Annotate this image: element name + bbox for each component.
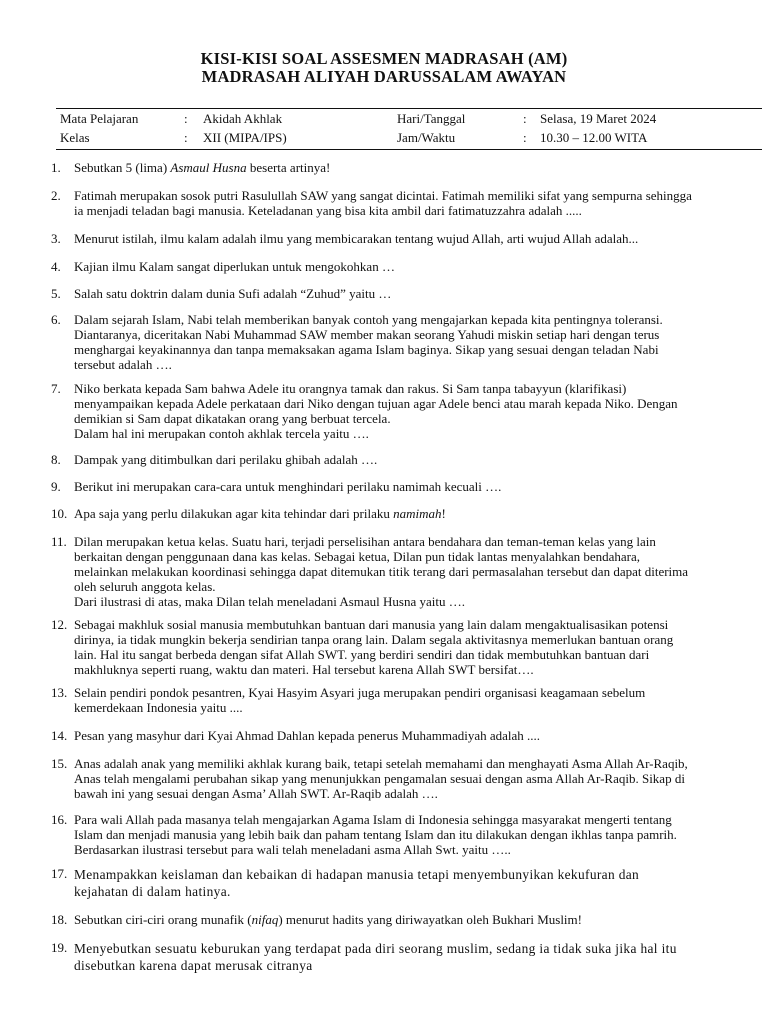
question-item bbox=[51, 312, 761, 372]
question-item bbox=[51, 912, 761, 927]
question-item bbox=[51, 479, 761, 494]
question-text bbox=[74, 259, 761, 274]
question-text bbox=[74, 188, 761, 218]
question-number: 19. bbox=[51, 940, 68, 955]
question-number: 10. bbox=[51, 506, 68, 521]
colon: : bbox=[523, 130, 527, 145]
question-line: tersebut adalah …. bbox=[74, 357, 172, 372]
question-line: Salah satu doktrin dalam dunia Sufi adalah “Zuhud” yaitu … bbox=[74, 286, 392, 301]
question-number: 8. bbox=[51, 452, 61, 467]
info-row-class bbox=[60, 128, 760, 147]
question-line: Niko berkata kepada Sam bahwa Adele itu orangnya tamak dan rakus. Si Sam tanpa tabayyun (klarifikasi) bbox=[74, 381, 627, 396]
time-label: Jam/Waktu bbox=[397, 130, 456, 145]
question-line: dirinya, ia tidak mungkin bekerja sendirian tanpa orang lain. Dalam segala aktivitasnya memerlukan bantuan orang bbox=[74, 632, 674, 647]
question-item bbox=[51, 728, 761, 743]
question-item bbox=[51, 259, 761, 274]
question-text bbox=[74, 381, 761, 441]
question-line: berkaitan dengan penggunaan dana kas kelas. Sebagai ketua, Dilan pun tidak lantas menyalahkan bendahara, bbox=[74, 549, 641, 564]
question-line: Islam dan menjadi manusia yang lebih baik dan paham tentang Islam dan itu dilakukan dengan ikhlas tanpa pamrih. bbox=[74, 827, 677, 842]
question-line: Anas telah mengalami perubahan sikap yang menunjukkan pengamalan sesuai dengan asma Allah Ar-Raqib. Sikap di bbox=[74, 771, 685, 786]
question-text-part: Sebutkan ciri-ciri orang munafik ( bbox=[74, 912, 252, 927]
question-line: makhluknya seperti ruang, waktu dan materi. Hal tersebut karena Allah SWT bersifat…. bbox=[74, 662, 534, 677]
question-number: 16. bbox=[51, 812, 68, 827]
question-text-part: ) menurut hadits yang diriwayatkan oleh Bukhari Muslim! bbox=[278, 912, 582, 927]
question-line: menghargai keyakinannya dan tanpa memaksakan agama Islam baginya. Sikap yang sesuai dengan teladan Nabi bbox=[74, 342, 659, 357]
question-item bbox=[51, 188, 761, 218]
question-text bbox=[74, 160, 761, 175]
info-row-subject bbox=[60, 109, 760, 128]
question-number: 7. bbox=[51, 381, 61, 396]
question-line: Menampakkan keislaman dan kebaikan di hadapan manusia tetapi menyembunyikan kekufuran dan bbox=[74, 867, 640, 882]
question-text-part: Apa saja yang perlu dilakukan agar kita tehindar dari prilaku bbox=[74, 506, 394, 521]
header-divider-bottom bbox=[56, 149, 762, 150]
question-line: Dalam hal ini merupakan contoh akhlak tercela yaitu …. bbox=[74, 426, 369, 441]
question-number: 4. bbox=[51, 259, 61, 274]
question-text bbox=[74, 231, 761, 246]
question-number: 1. bbox=[51, 160, 61, 175]
class-value: XII (MIPA/IPS) bbox=[203, 130, 287, 145]
question-line: kejahatan di dalam hatinya. bbox=[74, 884, 231, 899]
question-item bbox=[51, 756, 761, 801]
question-text bbox=[74, 452, 761, 467]
question-line: Menyebutkan sesuatu keburukan yang terdapat pada diri seorang muslim, sedang ia tidak suka jika hal itu bbox=[74, 941, 677, 956]
question-number: 9. bbox=[51, 479, 61, 494]
school-name: MADRASAH ALIYAH DARUSSALAM AWAYAN bbox=[201, 67, 567, 86]
question-number: 11. bbox=[51, 534, 67, 549]
question-text bbox=[74, 866, 761, 900]
question-line: disebutkan karena dapat merusak citranya bbox=[74, 958, 313, 973]
question-line: melainkan melakukan koordinasi sehingga dapat ditemukan titik terang dari permasalahan tersebut dan dapat diterima bbox=[74, 564, 689, 579]
question-line: Dilan merupakan ketua kelas. Suatu hari, terjadi perselisihan antara bendahara dan teman-teman kelas yang lain bbox=[74, 534, 656, 549]
time-value: 10.30 – 12.00 WITA bbox=[540, 130, 648, 145]
class-label: Kelas bbox=[60, 130, 90, 145]
question-number: 3. bbox=[51, 231, 61, 246]
question-text bbox=[74, 756, 761, 801]
question-number: 17. bbox=[51, 866, 68, 881]
question-text bbox=[74, 728, 761, 743]
question-text bbox=[74, 506, 761, 521]
document-header bbox=[0, 50, 768, 86]
question-italic-term: Asmaul Husna bbox=[170, 160, 247, 175]
question-item bbox=[51, 940, 761, 974]
question-text bbox=[74, 812, 761, 857]
day-label: Hari/Tanggal bbox=[397, 111, 466, 126]
subject-value: Akidah Akhlak bbox=[203, 111, 283, 126]
day-value: Selasa, 19 Maret 2024 bbox=[540, 111, 657, 126]
question-line: oleh seluruh anggota kelas. bbox=[74, 579, 216, 594]
question-italic-term: nifaq bbox=[251, 912, 279, 927]
question-line: lain. Hal itu sangat berbeda dengan sifat Allah SWT. yang berdiri sendiri dan tidak membutuhkan bantuan dari bbox=[74, 647, 650, 662]
document-title: KISI-KISI SOAL ASSESMEN MADRASAH (AM) bbox=[200, 49, 568, 68]
question-item bbox=[51, 617, 761, 677]
question-number: 15. bbox=[51, 756, 68, 771]
question-number: 12. bbox=[51, 617, 68, 632]
question-item bbox=[51, 506, 761, 521]
question-number: 6. bbox=[51, 312, 61, 327]
colon: : bbox=[523, 111, 527, 126]
exam-info-table bbox=[60, 109, 760, 147]
question-text bbox=[74, 940, 761, 974]
question-text-part: ! bbox=[441, 506, 446, 521]
question-line: kemerdekaan Indonesia yaitu .... bbox=[74, 700, 243, 715]
question-item bbox=[51, 452, 761, 467]
question-item bbox=[51, 685, 761, 715]
question-text-part: beserta artinya! bbox=[246, 160, 331, 175]
question-number: 2. bbox=[51, 188, 61, 203]
question-line: Anas adalah anak yang memiliki akhlak kurang baik, tetapi setelah memahami dan menghayati Asma Allah Ar-Raqib, bbox=[74, 756, 688, 771]
question-number: 18. bbox=[51, 912, 68, 927]
question-number: 5. bbox=[51, 286, 61, 301]
question-line: Kajian ilmu Kalam sangat diperlukan untuk mengokohkan … bbox=[74, 259, 395, 274]
colon: : bbox=[184, 111, 188, 126]
question-text-part: Sebutkan 5 (lima) bbox=[74, 160, 171, 175]
question-text bbox=[74, 534, 761, 609]
question-number: 13. bbox=[51, 685, 68, 700]
subject-label: Mata Pelajaran bbox=[60, 111, 139, 126]
question-line: bawah ini yang sesuai dengan Asma’ Allah SWT. Ar-Raqib adalah …. bbox=[74, 786, 438, 801]
question-item bbox=[51, 866, 761, 900]
question-line: Pesan yang masyhur dari Kyai Ahmad Dahlan kepada penerus Muhammadiyah adalah .... bbox=[74, 728, 541, 743]
question-text bbox=[74, 912, 761, 927]
question-number: 14. bbox=[51, 728, 68, 743]
question-line: Para wali Allah pada masanya telah mengajarkan Agama Islam di Indonesia sehingga masyarakat mengerti tentang bbox=[74, 812, 672, 827]
colon: : bbox=[184, 130, 188, 145]
question-text bbox=[74, 312, 761, 372]
question-line: ia menjadi teladan bagi manusia. Keteladanan yang bisa kita ambil dari fatimatuzzahra adalah ..... bbox=[74, 203, 582, 218]
question-line: Dari ilustrasi di atas, maka Dilan telah meneladani Asmaul Husna yaitu …. bbox=[74, 594, 465, 609]
question-text bbox=[74, 617, 761, 677]
question-italic-term: namimah bbox=[393, 506, 442, 521]
question-line: Dalam sejarah Islam, Nabi telah memberikan banyak contoh yang mengajarkan kepada kita pentingnya toleransi. bbox=[74, 312, 663, 327]
question-line: Fatimah merupakan sosok putri Rasulullah SAW yang sangat dicintai. Fatimah memiliki sifat yang sempurna sehingga bbox=[74, 188, 692, 203]
question-text bbox=[74, 286, 761, 301]
question-line: Berdasarkan ilustrasi tersebut para wali telah meneladani asma Allah Swt. yaitu ….. bbox=[74, 842, 511, 857]
question-line: demikian si Sam dapat dikatakan orang yang berbuat tercela. bbox=[74, 411, 391, 426]
question-line: menyampaikan kepada Adele perkataan dari Niko dengan tujuan agar Adele benci atau marah kepada Niko. Dengan bbox=[74, 396, 678, 411]
question-line: Selain pendiri pondok pesantren, Kyai Hasyim Asyari juga merupakan pendiri organisasi keagamaan sebelum bbox=[74, 685, 646, 700]
question-text bbox=[74, 685, 761, 715]
question-item bbox=[51, 231, 761, 246]
question-line: Sebagai makhluk sosial manusia membutuhkan bantuan dari manusia yang lain dalam mengaktualisasikan potensi bbox=[74, 617, 669, 632]
question-line: Berikut ini merupakan cara-cara untuk menghindari perilaku namimah kecuali …. bbox=[74, 479, 502, 494]
question-line: Dampak yang ditimbulkan dari perilaku ghibah adalah …. bbox=[74, 452, 378, 467]
question-item bbox=[51, 534, 761, 609]
question-item bbox=[51, 381, 761, 441]
question-line: Diantaranya, diceritakan Nabi Muhammad SAW member makan seorang Yahudi miskin setiap hari dengan terus bbox=[74, 327, 660, 342]
question-line: Menurut istilah, ilmu kalam adalah ilmu yang membicarakan tentang wujud Allah, arti wujud Allah adalah... bbox=[74, 231, 639, 246]
question-item bbox=[51, 286, 761, 301]
question-text bbox=[74, 479, 761, 494]
question-item bbox=[51, 812, 761, 857]
question-item bbox=[51, 160, 761, 175]
